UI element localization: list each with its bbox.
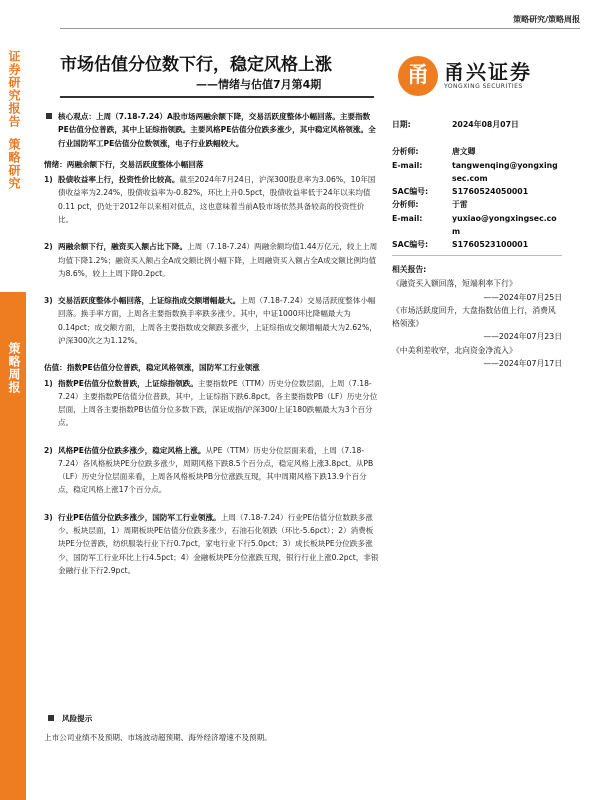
bullet-square-icon	[48, 715, 54, 721]
analyst-key: SAC编号:	[392, 187, 429, 196]
analyst-row	[392, 198, 562, 211]
item-lead: 指数PE估值分位数普跌，上证综指领跌。	[58, 378, 198, 388]
related-report-title: 《市场活跃度回升，大盘指数估值上行，消费风格领涨》	[392, 305, 556, 328]
list-item	[44, 294, 379, 347]
item-lead: 股债收益率上行，投资性价比较高。	[58, 175, 180, 185]
company-logo	[398, 54, 558, 98]
analyst-row	[392, 185, 562, 198]
logo-badge-icon: 甬	[398, 56, 438, 96]
analyst-email-link[interactable]: yuxiao@yongxingsec.com	[452, 213, 557, 236]
date-value: 2024年08月07日	[452, 120, 519, 129]
item-text: 上周（7.18-7.24）行业PE估值分位数跌多涨少。板块层面，1）周期板块PE估值分位跌多涨少，石油石化领跌（环比-5.6pct）；2）消费板块PE分位普跌，纺织服装行业下行0.7pct，家电行业下行5.0pct；3）成长板块PE分位跌多涨少，国防军工行业环比上行4.5pct；4）金融板块PE分位涨跌互现，银行行业上涨0.2pct，非银金融行业下行2.9pct。	[58, 512, 379, 575]
item-lead: 行业PE估值分位跌多涨少，国防军工行业领涨。	[58, 512, 221, 522]
risk-text: 上市公司业绩不及预期、市场波动超预期、海外经济增速不及预期。	[44, 733, 272, 743]
risk-section	[44, 712, 544, 745]
related-report-date: ——2024年07月17日	[483, 358, 562, 368]
analyst-value: 唐文卿	[452, 147, 476, 157]
analyst-key: SAC编号:	[392, 240, 429, 249]
analyst-value: S1760523100001	[452, 240, 529, 249]
item-number: 2)	[44, 242, 53, 252]
analyst-row	[392, 212, 562, 239]
related-report-date: ——2024年07月25日	[483, 292, 562, 302]
list-item	[44, 511, 379, 577]
analyst-key: E-mail:	[392, 213, 423, 223]
header-divider	[60, 28, 580, 29]
summary-text: 核心观点：上周（7.18-7.24）A股市场两融余额下降，交易活跃度整体小幅回落。主要指数PE估值分位普跌，其中上证综指领跌。主要风格PE估值分位跌多涨少，其中稳定风格领涨。全行业国防军工PE估值分位数领涨，电子行业跌幅较大。	[58, 112, 376, 148]
sidebar-info	[392, 118, 562, 370]
logo-name-cn: 甬兴证券	[444, 60, 532, 84]
item-number: 2)	[44, 445, 53, 455]
list-item	[44, 173, 379, 226]
left-label-strategy: 策略研究	[7, 138, 21, 190]
item-lead: 两融余额下行，融资买入额占比下降。	[58, 242, 188, 252]
item-number: 1)	[44, 378, 53, 388]
logo-name-en: YONGXING SECURITIES	[444, 83, 523, 90]
report-category-tag: 策略研究/策略周报	[513, 15, 580, 24]
risk-title-text: 风险提示	[62, 714, 93, 723]
item-text: 上周（7.18-7.24）两融余额均值1.44万亿元，较上上周均值下降1.2%；融资买入额占全A成交额比例小幅下降，上周融资买入额占全A成交额比例均值为8.6%，较上上周下降0.2pct。	[58, 242, 378, 278]
analyst-row	[392, 238, 562, 251]
related-report[interactable]	[392, 304, 562, 344]
related-report-title: 《中美利差收窄，北向资金净流入》	[392, 345, 517, 355]
related-report[interactable]	[392, 344, 562, 371]
risk-title	[44, 712, 544, 725]
analyst-value: 于雷	[452, 200, 468, 210]
list-item	[44, 444, 379, 497]
summary-block	[44, 110, 379, 150]
page-subtitle: ——情绪与估值7月第4期	[196, 78, 322, 91]
bullet-square-icon	[46, 113, 52, 119]
item-number: 1)	[44, 175, 53, 185]
section-heading-sentiment: 情绪：两融余额下行，交易活跃度整体小幅回落	[44, 159, 204, 169]
report-date-row	[392, 118, 562, 131]
related-report[interactable]	[392, 277, 562, 304]
item-number: 3)	[44, 512, 53, 522]
main-content	[44, 110, 379, 591]
item-number: 3)	[44, 296, 53, 306]
left-label-weekly: 策略周报	[7, 342, 21, 394]
related-reports-title: 相关报告:	[392, 265, 427, 275]
analyst-key: 分析师:	[392, 200, 419, 210]
section-heading-valuation: 估值：指数PE估值分位普跌，稳定风格领涨，国防军工行业领涨	[44, 363, 260, 373]
item-text: 上周（7.18-7.24）交易活跃度整体小幅回落。换手率方面，上周各主要指数换手率跌多涨少。其中，中证1000环比降幅最大为0.14pct；成交额方面，上周各主要指数成交额跌多涨少，上证综指成交额增幅最大为2.62%，沪深300次之为1.12%。	[58, 296, 377, 345]
sidebar-divider	[392, 255, 562, 256]
item-text: 截至2024年7月24日，沪深300股息率为3.06%，10年国债收益率为2.24%，股债收益率为-0.82%，环比上升0.5pct，股债收益率低于24年以来均值0.11 pct，仍处于2012年以来相对低点，这也意味着当前A股市场依然具备较高的投资性价比。	[58, 175, 376, 224]
left-label-strip	[0, 40, 26, 290]
list-item	[44, 240, 379, 280]
analyst-key: 分析师:	[392, 147, 419, 157]
analyst-row	[392, 159, 562, 186]
item-text: 主要指数PE（TTM）历史分位数层面，上周（7.18-7.24）主要指数PE估值分位普跌，其中，上证综指下跌6.8pct。各主要指数PB（LF）历史分位层面，上周各主要指数PB估值分位多数下跌，深证成指/沪深300/上证180跌幅最大为3个百分点。	[58, 378, 378, 428]
analyst-row	[392, 145, 562, 158]
analyst-value: S1760524050001	[452, 187, 529, 196]
analyst-email-link[interactable]: tangwenqing@yongxingsec.com	[452, 160, 558, 183]
related-report-date: ——2024年07月23日	[483, 332, 562, 342]
related-report-title: 《融资买入额回落，短端利率下行》	[392, 279, 517, 289]
date-label: 日期:	[392, 120, 411, 129]
item-lead: 交易活跃度整体小幅回落，上证综指成交额增幅最大。	[58, 296, 241, 306]
item-text: 从PE（TTM）历史分位层面来看，上周（7.18-7.24）各风格板块PE分位跌多涨少，周期风格下跌8.5个百分点，稳定风格上涨3.8pct。从PB（LF）历史分位层面来看，上周各风格板块PB分位涨跌互现，其中周期风格下跌13.9个百分点，稳定风格上涨17个百分点。	[58, 445, 374, 495]
analyst-key: E-mail:	[392, 160, 423, 170]
left-orange-bar	[0, 292, 26, 800]
item-lead: 风格PE估值分位跌多涨少，稳定风格上涨。	[58, 445, 206, 455]
page-title: 市场估值分位数下行，稳定风格上涨	[60, 55, 332, 75]
list-item	[44, 377, 379, 430]
title-underline	[60, 96, 374, 98]
left-label-report: 证券研究报告	[7, 50, 21, 128]
